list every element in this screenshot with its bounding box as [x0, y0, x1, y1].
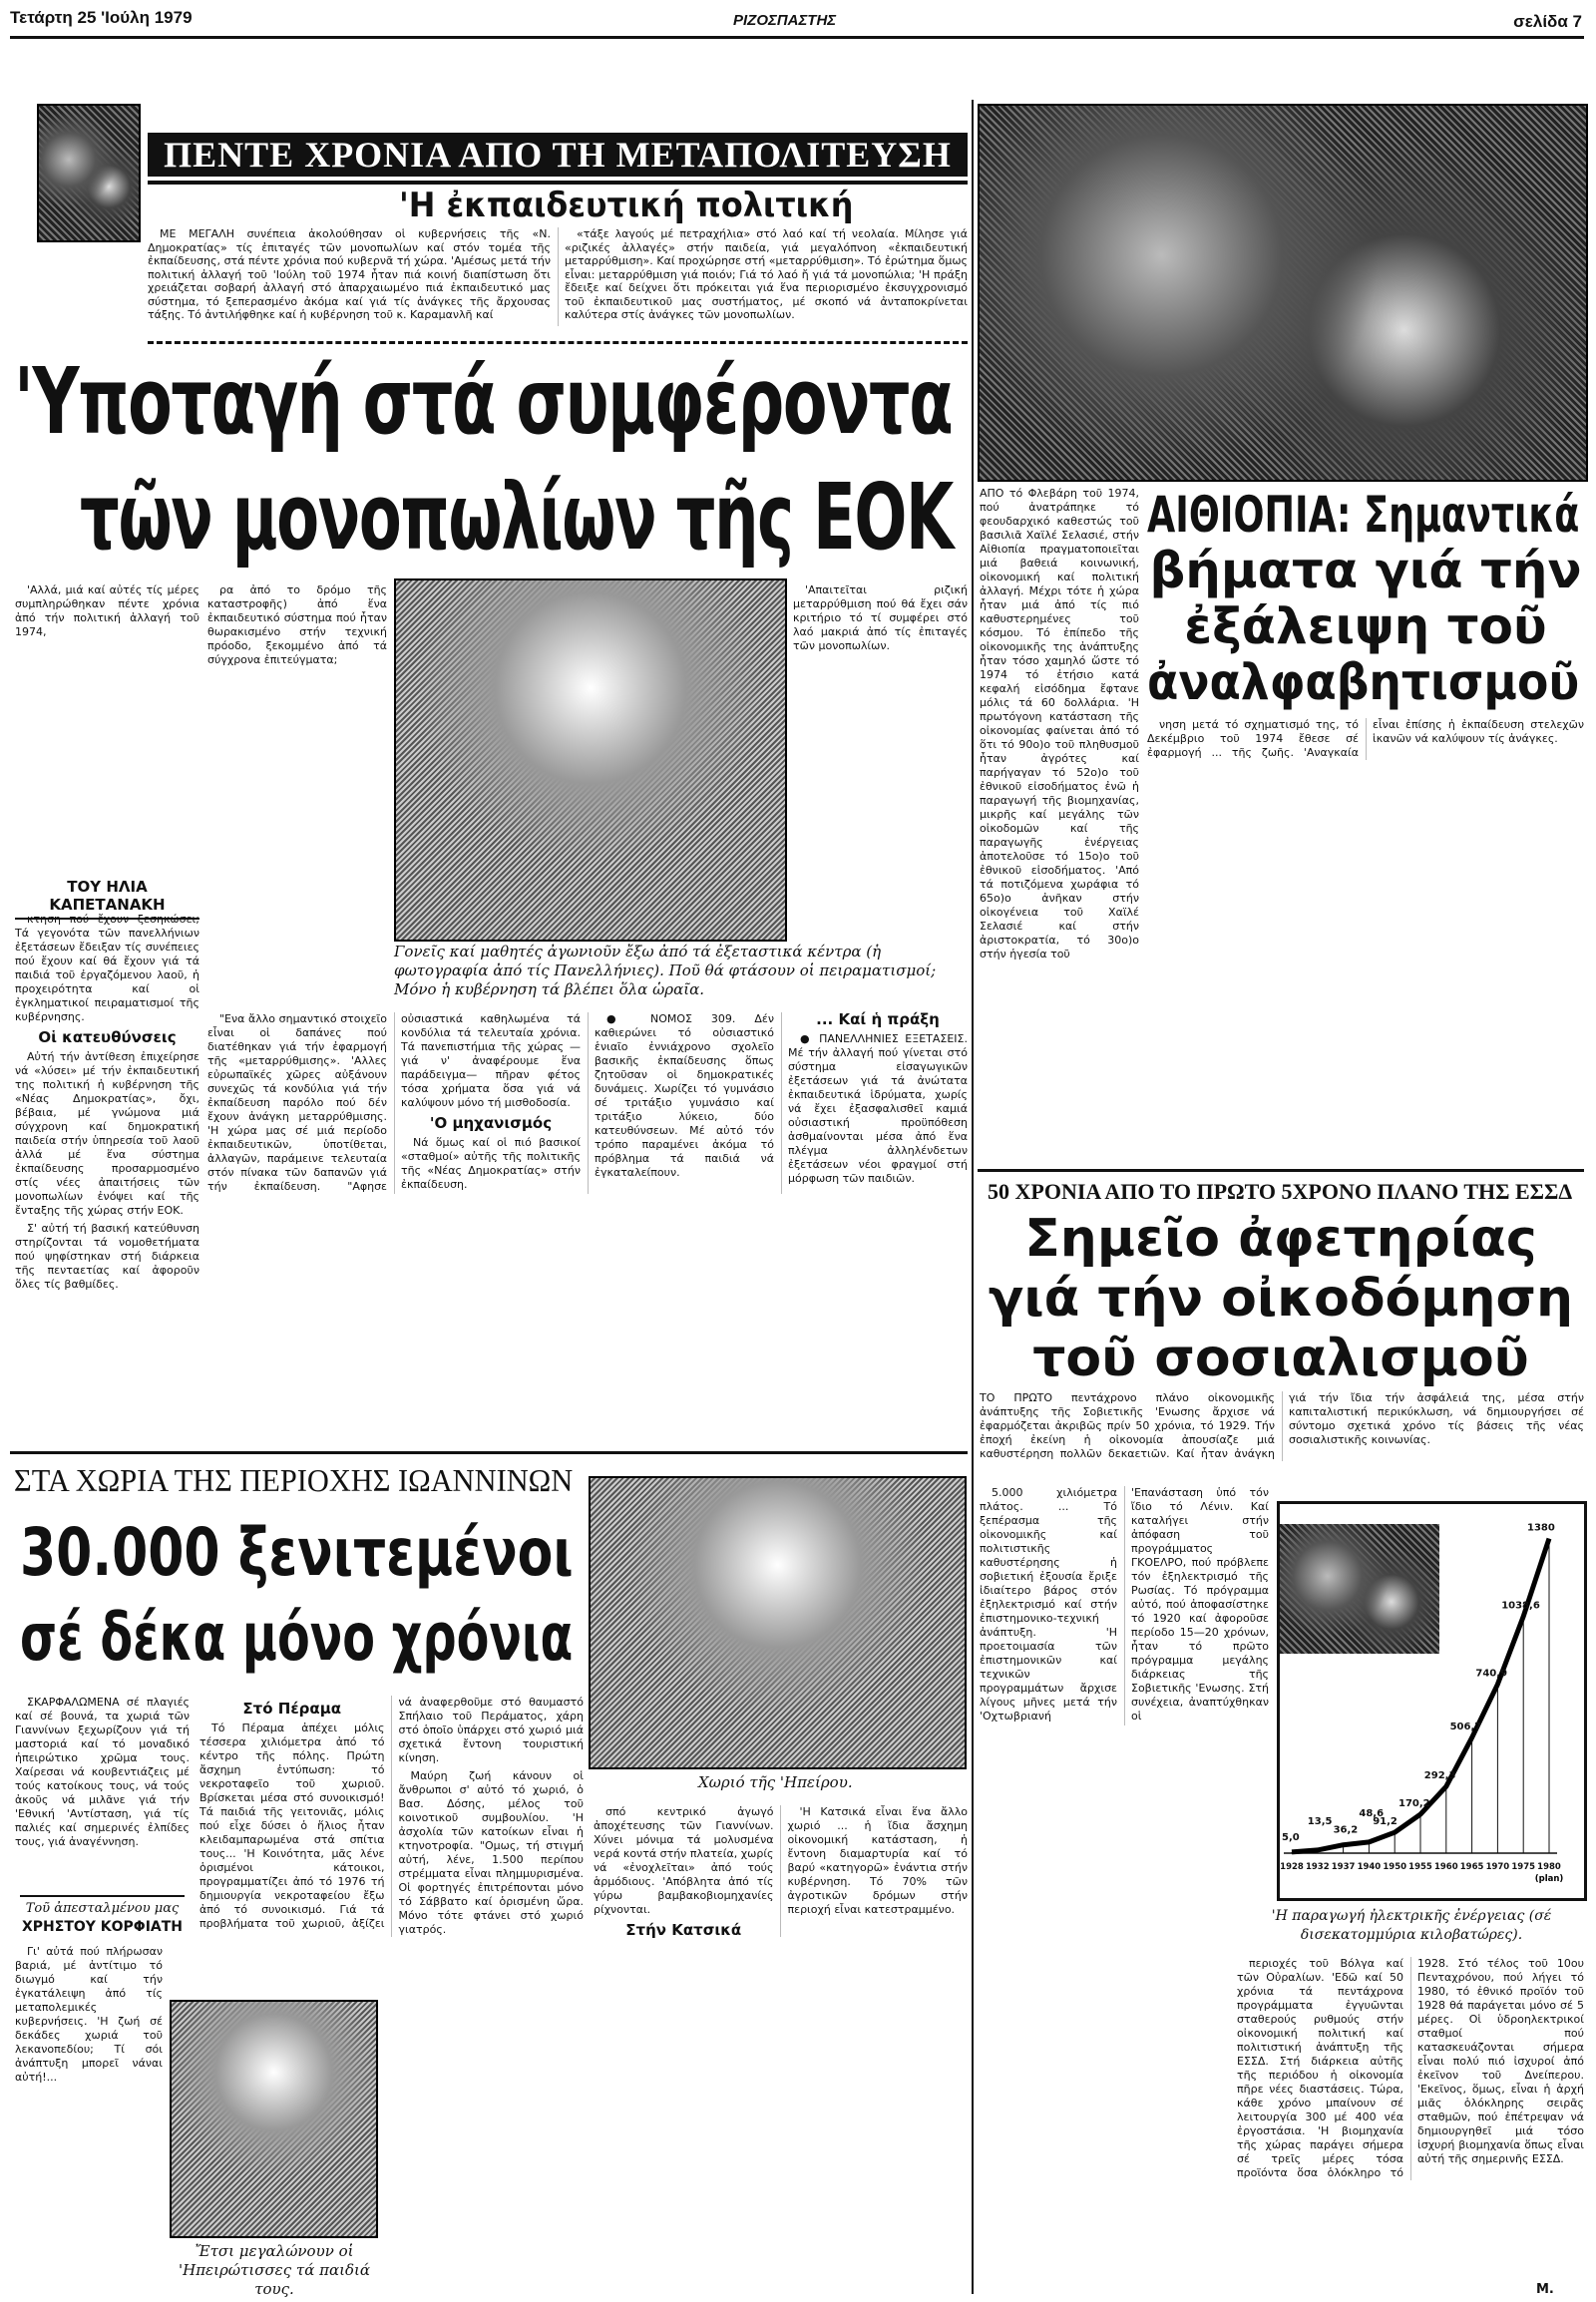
ioannina-headline-line2: σέ δέκα μόνο χρόνια	[20, 1599, 574, 1676]
plan-annotation: (plan)	[1534, 1874, 1564, 1884]
chart-caption: 'Η παραγωγή ἠλεκτρικῆς ἐνέργειας (σέ δισεκατομμύρια κιλοβατώρες).	[1271, 1908, 1552, 1943]
data-label: 506,7	[1449, 1722, 1482, 1733]
intro-paragraph: «τάξε λαγούς μέ πετραχήλια» στό λαό καί τή νεολαία. Μίλησε γιά «ριζικές ἀλλαγές» στήν παιδεία, γιά μεγαλόπνοη «ἐκπαιδευτική μεταρρύθμιση». Καί προχώρησε στή «μεταρρύθμιση». Τό ἐρώτημα ὅμως εἶναι: μεταρρύθμιση γιά ποιόν; Γιά τό λαό ἤ γιά τά μονοπώλια; 'Η πράξη ἔδειξε καί δείχνει ὅτι πρόκειται γιά ἕνα περιορισμένο ἐκσυγχρονισμό τοῦ ἐκπαιδευτικοῦ μας συστήματος, μέ σκοπό νά ἀνταποκρίνεται καλύτερα στίς ἀνάγκες τῶν μονοπωλίων.	[565, 227, 968, 321]
protest-photo	[37, 104, 141, 242]
headline-line: ΑΙΘΙΟΠΙΑ: Σημαντικά	[1147, 486, 1580, 544]
subhead-mechanism: 'Ο μηχανισμός	[429, 1114, 553, 1132]
x-tick-label: 1965	[1459, 1862, 1484, 1872]
paragraph: 'Απαιτεῖται ριζική μεταρρύθμιση πού θά ἔχει σάν κριτήριο τό τί συμφέρει στό λαό μακριά ἀπό τίς ἐπιταγές τῶν μονοπωλίων.	[793, 583, 968, 652]
page-number: σελίδα 7	[1513, 12, 1582, 31]
village-photo	[589, 1476, 967, 1769]
section-rule	[978, 1169, 1584, 1172]
education-column-2	[207, 583, 387, 671]
education-lower-columns	[207, 1012, 968, 1194]
paragraph: ΑΠΟ τό Φλεβάρη τοῦ 1974, πού ἀνατράπηκε τό φεουδαρχικό καθεστώς τοῦ βασιλιᾶ Χαϊλέ Σελασιέ, στήν Αἰθιοπία πραγματοποιεῖται μιά βαθειά κοινωνική, οἰκονομική καί πολιτική ἀλλαγή. Μέχρι τότε ἡ χώρα ἦταν μιά ἀπό τίς πιό καθυστερημένες τοῦ κόσμου. Τό ἐπίπεδο τῆς οἰκονομικῆς της ἀνάπτυξης ἦταν τόσο χαμηλό ὥστε τό 1974 τό ἐτήσιο κατά κεφαλή εἰσόδημα ἔφτανε μόλις τά 60 δολλάρια. 'Η πρωτόγονη κατάσταση τῆς οἰκονομίας φαίνεται ἀπό τό ὅτι τό 90ο)ο τοῦ πληθυσμοῦ ἦταν ἀγρότες καί παρήγαγαν τό 52ο)ο τοῦ ἐθνικοῦ εἰσοδήματος ἐνῶ ἡ παραγωγή τῆς βιομηχανίας, μικρῆς καί μεγάλης τῶν οἰκοδομῶν καί τῆς παραγωγῆς ἐνέργειας ἀποτελοῦσε τό 15ο)ο τοῦ ἐθνικοῦ εἰσοδήματος. 'Από τά ποτιζόμενα χωράφια τό 65ο)ο ἀνῆκαν στήν οἰκογένεια τοῦ Χαϊλέ Σελασιέ καί στήν ἀριστοκρατία, τό 30ο)ο στήν ἡγεσία τοῦ	[980, 487, 1139, 960]
data-label: 740,9	[1475, 1668, 1508, 1680]
main-headline-line2: τῶν μονοπωλίων τῆς ΕΟΚ	[80, 464, 953, 571]
ussr-headline	[978, 1209, 1584, 1388]
photo-caption: Γονεῖς καί μαθητές ἀγωνιοῦν ἔξω ἀπό τά ἐξεταστικά κέντρα (ἡ φωτογραφία ἀπό τίς Πανελλήνιες). Ποῦ θά φτάσουν οἱ πειραματισμοί; Μόνο ἡ κυβέρνηση τά βλέπει ὅλα ὡραῖα.	[394, 943, 937, 998]
x-tick-label: 1970	[1485, 1862, 1510, 1872]
ioannina-headline-line1: 30.000 ξενιτεμένοι	[20, 1514, 574, 1591]
x-tick-label: 1980	[1537, 1862, 1561, 1872]
headline-line: ἐξάλειψη τοῦ	[1184, 597, 1547, 655]
subhead-practice: ... Καί ἡ πράξη	[816, 1010, 940, 1028]
paragraph: 'Η Κατσικά εἶναι ἕνα ἄλλο χωριό ... ἡ ἴδια ἄσχημη οἰκονομική κατάσταση, ἡ ἔντονη διαμαρτυρία καί τό βαρύ «κατηγορῶ» ἐνάντια στήν κυβέρνηση. Τό 70% τῶν ἀγροτικῶν δρόμων στήν περιοχή εἶναι κατεστραμμένο.	[787, 1805, 968, 1916]
mother-child-photo	[170, 2000, 378, 2238]
ioannina-columns-right	[594, 1805, 968, 1937]
paragraph: ● ΠΑΝΕΛΛΗΝΙΕΣ ΕΞΕΤΑΣΕΙΣ. Μέ τήν ἀλλαγή πού γίνεται στό σύστημα εἰσαγωγικῶν ἐξετάσεων γιά τά ἀνώτατα ἐκπαιδευτικά ἱδρύματα, χωρίς νά ἔχει ἐξασφαλισθεῖ καμιά οὐσιαστική προϋπόθεση ἀσθμαίνονται μέσα ἀπό ἕνα πλέγμα ἀλληλένδετων ἐξετάσεων νέοι φραγμοί στή μόρφωση τῶν παιδιῶν.	[788, 1032, 968, 1185]
header-rule	[10, 36, 1584, 39]
education-intro	[148, 227, 968, 326]
series-banner: ΠΕΝΤΕ ΧΡΟΝΙΑ ΑΠΟ ΤΗ ΜΕΤΑΠΟΛΙΤΕΥΣΗ	[148, 133, 968, 177]
paragraph: ● ΝΟΜΟΣ 309. Δέν καθιερώνει τό οὐσιαστικό ἑνιαῖο ἐννιάχρονο σχολεῖο βασικῆς ἐκπαίδευσης ὅπως ζητοῦσαν οἱ δημοκρατικές δυνάμεις. Χωρίζει τό γυμνάσιο σέ τριτάξιο γυμνάσιο καί τριτάξιο λύκειο, δύο κατευθύνσεων. Μέ αὐτό τόν τρόπο παραμένει ἀκόμα τό πρόβλημα τά παιδιά νά ἐγκαταλείπουν.	[595, 1012, 774, 1179]
paragraph: Νά ὅμως καί οἱ πιό βασικοί «σταθμοί» αὐτῆς τῆς πολιτικῆς τῆς «Νέας Δημοκρατίας» στήν ἐκπαίδευση.	[401, 1136, 581, 1191]
ussr-column-right	[1237, 1957, 1584, 2180]
data-label: 36,2	[1333, 1824, 1359, 1836]
ioannina-lead	[15, 1696, 190, 1853]
ethiopia-lead	[980, 487, 1139, 965]
ethiopia-body	[1147, 718, 1584, 760]
children-photo	[978, 104, 1588, 482]
author-signature: Μ.	[1536, 2282, 1554, 2297]
paragraph: Τό Πέραμα ἀπέχει μόλις τέσσερα χιλιόμετρα ἀπό τό κέντρο τῆς πόλης. Πρώτη ἄσχημη ἐντύπωση: τό νεκροταφεῖο τοῦ χωριοῦ. Βρίσκεται μέσα στό συνοικισμό! Τά παιδιά τῆς γειτονιᾶς, μόλις πού εἶχε δύσει ὁ ἥλιος ἦταν κλειδαμπαρωμένα στά σπίτια τους... 'Η Κοινότητα, μᾶς λένε ὁρισμένοι κάτοικοι, προγραμματίζει ἀπό τό 1976 τή δημιουργία νεκροταφείου ἔξω ἀπό τό συνοικισμό. Γιά τά προβλήματα τοῦ χωριοῦ, ἀξίζει νά ἀναφερθοῦμε στό θαυμαστό Σπήλαιο τοῦ Περάματος, χάρη στό ὁποῖο ὑπάρχει στό χωριό μιά σχετικά ἔντονη τουριστική κίνηση.	[200, 1696, 584, 1930]
paragraph: νηση μετά τό σχηματισμό της, τό Δεκέμβριο τοῦ 1974 ἔθεσε σέ ἐφαρμογή ... τῆς ζωῆς. 'Αναγκαία εἶναι ἐπίσης ἡ ἐκπαίδευση στελεχῶν ἱκανῶν νά καλύψουν τίς ἀνάγκες.	[1147, 718, 1584, 759]
x-tick-label: 1928	[1280, 1862, 1304, 1872]
paragraph: ΤΟ ΠΡΩΤΟ πεντάχρονο πλάνο οἰκονομικῆς ἀνάπτυξης τῆς Σοβιετικῆς 'Ενωσης ἄρχισε νά ἐφαρμόζεται ἀκριβῶς πρίν 50 χρόνια, τό 1929. Τήν ἐποχή ἐκείνη ἡ οἰκονομία ἀπουσίαζε μιά καθυστέρηση πολλῶν δεκαετιῶν. Καί ἦταν ἀνάγκη γιά τήν ἴδια τήν ἀσφάλειά της, μέσα στήν καπιταλιστική περικύκλωση, νά δημιουργήσει σέ σύντομο σχετικά χρόνο τίς βάσεις τῆς νέας σοσιαλιστικῆς κοινωνίας.	[980, 1391, 1584, 1460]
data-label: 292,3	[1423, 1770, 1456, 1782]
x-tick-label: 1940	[1357, 1862, 1382, 1872]
dashed-divider	[148, 341, 968, 344]
paragraph: σπό κεντρικό ἀγωγό ἀποχέτευσης τῶν Γιαννίνων. Χύνει μόνιμα τά μολυσμένα νερά κοντά στήν πλατεία, χωρίς νά «ἐνοχλεῖται» ἀπό τούς ἁρμόδιους. 'Απόβλητα ἀπό τίς γύρω βαμβακοβιομηχανίες ρίχνονται.	[594, 1805, 774, 1916]
section-rule	[10, 1451, 968, 1454]
x-tick-label: 1975	[1511, 1862, 1536, 1872]
ussr-kicker: 50 ΧΡΟΝΙΑ ΑΠΟ ΤΟ ΠΡΩΤΟ 5ΧΡΟΝΟ ΠΛΑΝΟ ΤΗΣ ΕΣΣΔ	[988, 1179, 1573, 1204]
subhead-perama: Στό Πέραμα	[242, 1700, 342, 1718]
x-tick-label: 1960	[1433, 1862, 1458, 1872]
data-label: 13,5	[1307, 1815, 1333, 1827]
ussr-intro	[980, 1391, 1584, 1461]
exam-parents-photo	[394, 578, 787, 942]
byline-label: Τοῦ ἀπεσταλμένου μας	[25, 1901, 180, 1916]
x-tick-label: 1950	[1383, 1862, 1407, 1872]
column-divider	[972, 100, 974, 2294]
subhead-directions: Οἱ κατευθύνσεις	[38, 1028, 177, 1046]
subhead-katsika: Στήν Κατσικά	[625, 1921, 742, 1939]
data-label: 48,6	[1359, 1807, 1385, 1819]
paragraph: ΣΚΑΡΦΑΛΩΜΕΝΑ σέ πλαγιές καί σέ βουνά, τα χωριά τῶν Γιαννίνων ξεχωρίζουν γιά τή μαστοριά καί τό μοναδικό ἠπειρώτικο χρῶμα τους. Χαίρεσαι νά κουβεντιάζεις μέ τούς κατοίκους τους, νά τούς ἀκοῦς νά μιλᾶνε γιά τήν 'Εθνική 'Αντίσταση, γιά τίς παλιές καί σημερινές ἐλπίδες τους, γιά ἀναγέννηση.	[15, 1696, 190, 1848]
ioannina-kicker: ΣΤΑ ΧΩΡΙΑ ΤΗΣ ΠΕΡΙΟΧΗΣ ΙΩΑΝΝΙΝΩΝ	[14, 1462, 574, 1498]
data-label: 1380	[1527, 1522, 1555, 1534]
x-tick-label: 1932	[1305, 1862, 1330, 1872]
education-column-right	[793, 583, 968, 657]
paragraph: "Ενα ἄλλο σημαντικό στοιχεῖο εἶναι οἱ δαπάνες πού διατέθηκαν γιά τήν ἐφαρμογή τῆς «μεταρρύθμισης». 'Αλλες εὐρωπαϊκές χῶρες αὐξάνουν συνεχῶς τά κονδύλια γιά τήν ἐκπαίδευση παρόλο πού δέν ἔχουν ἀνάγκη μεταρρύθμισης. 'Η χώρα μας σέ μιά περίοδο ἐκπαιδευτικῶν, ὑποτίθεται, ἀλλαγῶν, παράμεινε τελευταία στόν πίνακα τῶν δαπανῶν γιά τήν ἐκπαίδευση. "Αφησε οὐσιαστικά καθηλωμένα τά κονδύλια τά τελευταία χρόνια. Τά πανεπιστήμια τῆς χώρας —γιά ν' ἀναφέρουμε ἕνα παράδειγμα— πῆραν φέτος τόσα χρήματα ὅσα γιά νά καλύψουν μόνο τή μισθοδοσία.	[207, 1012, 581, 1193]
paragraph: Σ' αὐτή τή βασική κατεύθυνση στηρίζονται τά νομοθετήματα πού ψηφίστηκαν στή διάρκεια τῆς πενταετίας καί ἀφοροῦν ὅλες τίς βαθμίδες.	[15, 1222, 200, 1291]
paragraph: 'Αλλά, μιά καί αὐτές τίς μέρες συμπληρώθηκαν πέντε χρόνια ἀπό τήν πολιτική ἀλλαγή τοῦ 1974,	[15, 583, 200, 638]
x-tick-label: 1955	[1408, 1862, 1432, 1872]
byline-rule	[20, 1895, 185, 1897]
ussr-column-left	[980, 1486, 1269, 1726]
banner-rule	[148, 181, 968, 185]
headline-line: βήματα γιά τήν	[1149, 542, 1582, 599]
paragraph: 5.000 χιλιόμετρα πλάτος. ... Τό ξεπέρασμα τῆς οἰκονομικῆς καί πολιτιστικῆς καθυστέρησης ἡ σοβιετική ἐξουσία ἔριξε ἰδιαίτερο βάρος στόν ἐξηλεκτρισμό καί στήν ἐπιστημονικο-τεχνική ἀνάπτυξη. 'Η προετοιμασία τῶν ἐπιστημονικῶν καί τεχνικῶν προγραμμάτων ἄρχισε λίγους μῆνες μετά τήν 'Οχτωβριανή 'Επανάσταση ὑπό τόν ἴδιο τό Λένιν. Καί καταλήγει στήν ἀπόφαση τοῦ προγράμματος ΓΚΟΕΛΡΟ, πού πρόβλεπε τόν ἐξηλεκτρισμό τῆς Ρωσίας. Τό πρόγραμμα αὐτό, πού ἀποφασίστηκε τό 1920 καί ἀφοροῦσε περίοδο 15—20 χρόνων, ἦταν τό πρῶτο πρόγραμμα μεγάλης διάρκειας τῆς Σοβιετικῆς 'Ενωσης. Στή συνέχεια, ἀναπτύχθηκαν οἱ	[980, 1486, 1269, 1723]
x-tick-label: 1937	[1331, 1862, 1356, 1872]
section-subhead: 'Η ἐκπαιδευτική πολιτική	[399, 186, 854, 225]
education-column-1	[15, 583, 200, 643]
village-caption: Χωριό τῆς 'Ηπείρου.	[698, 1773, 853, 1791]
ethiopia-headline	[1147, 487, 1584, 710]
data-label: 1038,6	[1501, 1600, 1540, 1612]
ioannina-columns-middle	[200, 1696, 584, 1937]
data-label: 91,2	[1373, 1816, 1397, 1828]
headline-line: γιά τήν οἰκοδόμηση	[988, 1269, 1574, 1329]
headline-line: Σημεῖο ἀφετηρίας	[1024, 1209, 1537, 1269]
mother-caption: Ἔτσι μεγαλώνουν οἱ 'Ηπειρώτισσες τά παιδιά τους.	[178, 2242, 371, 2298]
byline-name: ΧΡΗΣΤΟΥ ΚΟΡΦΙΑΤΗ	[21, 1919, 184, 1935]
paragraph: Γι' αὐτά πού πλήρωσαν βαριά, μέ ἀντίτιμο τό διωγμό καί τήν ἐγκατάλειψη ἀπό τίς μεταπολεμικές κυβερνήσεις. 'Η ζωή σέ δεκάδες χωριά τοῦ λεκανοπεδίου; Τί σόι ἀνάπτυξη μπορεῖ νάναι αὐτή!...	[15, 1945, 163, 2084]
paragraph: περιοχές τοῦ Βόλγα καί τῶν Οὐραλίων. 'Εδῶ καί 50 χρόνια τά πεντάχρονα προγράμματα ἐγγυῶνται σταθερούς ρυθμούς στήν οἰκονομική πολιτική καί πολιτιστική ἀνάπτυξη τῆς ΕΣΣΔ. Στή διάρκεια αὐτῆς τῆς περιόδου ἡ οἰκονομία πῆρε νέες διαστάσεις. Τώρα, κάθε χρόνο μπαίνουν σέ λειτουργία 300 μέ 400 νέα ἐργοστάσια. 'Η βιομηχανία τῆς χώρας παράγει σήμερα σέ τρεῖς μέρες τόσα προϊόντα ὅσα ὁλόκληρο τό 1928. Στό τέλος τοῦ 10ου Πενταχρόνου, πού λήγει τό 1980, τό ἐθνικό προϊόν τοῦ 1928 θά παράγεται μόνο σέ 5 μέρες. Οἱ ὑδροηλεκτρικοί σταθμοί πού κατασκευάζονται σήμερα εἶναι πολύ πιό ἰσχυροί ἀπό ἐκεῖνον τοῦ Δνείπερου. 'Εκεῖνος, ὅμως, εἶναι ἡ ἀρχή μιᾶς ὁλόκληρης σειρᾶς σταθμῶν, πού ἐπέτρεψαν νά δημιουργηθεῖ μιά τόσο ἰσχυρή βιομηχανία ὅπως εἶναι αὐτή τῆς σημερινῆς ΕΣΣΔ.	[1237, 1957, 1584, 2179]
paragraph: Μαύρη ζωή κάνουν οἱ ἄνθρωποι σ' αὐτό τό χωριό, ὁ Βασ. Δόσης, μέλος τοῦ κοινοτικοῦ συμβουλίου. 'Η ἀσχολία τῶν κατοίκων εἶναι ἡ κτηνοτροφία. "Ομως, τή στιγμή αὐτή, λένε, 1.500 περίπου στρέμματα εἶναι πλημμυρισμένα. Οἱ φορτηγές ἐπιτρέπονται μόνο τό Σάββατο καί ὁρισμένη ὥρα. Μόνο τότε φτάνει στό χωριό γιατρός.	[398, 1769, 584, 1936]
author-byline: ΤΟΥ ΗΛΙΑ ΚΑΠΕΤΑΝΑΚΗ	[15, 878, 200, 920]
masthead: ΡΙΖΟΣΠΑΣΤΗΣ	[733, 12, 837, 29]
ioannina-column-1b	[15, 1945, 163, 2089]
paragraph: Αὐτή τήν ἀντίθεση ἐπιχείρησε νά «λύσει» μέ τήν ἐκπαιδευτική της πολιτική ἡ κυβέρνηση τῆς «Νέας Δημοκρατίας», ὄχι, βέβαια, μέ γνώμονα μιά σύγχρονη καί δημοκρατική παιδεία στήν ὑπηρεσία τοῦ λαοῦ ἀλλά μέ ἕνα σύστημα ἐκπαίδευσης προσαρμοσμένο στίς νέες ἀπαιτήσεις τῶν μονοπωλίων ἐνόψει καί τῆς ἔνταξης τῆς χώρας στήν ΕΟΚ.	[15, 1050, 200, 1217]
paragraph: κτηση πού ἔχουν ξεσηκώσει; Τά γεγονότα τῶν πανελλήνιων ἐξετάσεων ἔδειξαν τίς συνέπειες πού ἔχουν καί θά ἔχουν γιά τά παιδιά τοῦ ἐργαζόμενου λαοῦ, ἡ προχειρότητα καί οἱ ἐγκληματικοί πειραματισμοί τῆς κυβέρνησης.	[15, 913, 200, 1023]
headline-line: ἀναλφαβητισμοῦ	[1147, 653, 1580, 711]
electricity-chart	[1277, 1501, 1587, 1901]
issue-date: Τετάρτη 25 'Ιούλη 1979	[10, 8, 193, 27]
paragraph: ρα ἀπό το δρόμο τῆς καταστροφῆς) ἀπό ἕνα ἐκπαιδευτικό σύστημα πού ἦταν θωρακισμένο στήν τεχνική πρόοδο, ξεκομμένο ἀπό τά σύγχρονα ἐπιτεύγματα;	[207, 583, 387, 666]
data-label: 170,2	[1398, 1798, 1430, 1810]
data-label: 5,0	[1282, 1831, 1300, 1843]
main-headline-line1: 'Υποταγή στά συμφέροντα	[14, 348, 953, 455]
education-column-1b	[15, 913, 200, 1296]
intro-paragraph: ΜΕ ΜΕΓΑΛΗ συνέπεια ἀκολούθησαν οἱ κυβερνήσεις τῆς «Ν. Δημοκρατίας» τίς ἐπιταγές τῶν μονοπωλίων καί στόν τομέα τῆς ἐκπαίδευσης, στά πέντε χρόνια πού κυβερνᾶ τή χώρα. 'Αμέσως μετά τήν πολιτική ἀλλαγή τοῦ 'Ιούλη τοῦ 1974 ἦταν πιά κοινή διαπίστωση ὅτι χρειάζεται σοβαρή ἀλλαγή στό ἀπαρχαιωμένο πιά ἐκπαιδευτικό μας σύστημα, τό ξεπερασμένο ἀκόμα καί γιά τίς ἀνάγκες τῆς ἄρχουσας τάξης. Τό ἀντιλήφθηκε καί ἡ κυβέρνηση τοῦ κ. Καραμανλῆ καί	[148, 227, 551, 321]
chart-plot	[1280, 1504, 1584, 1898]
headline-line: τοῦ σοσιαλισμοῦ	[1032, 1329, 1529, 1388]
